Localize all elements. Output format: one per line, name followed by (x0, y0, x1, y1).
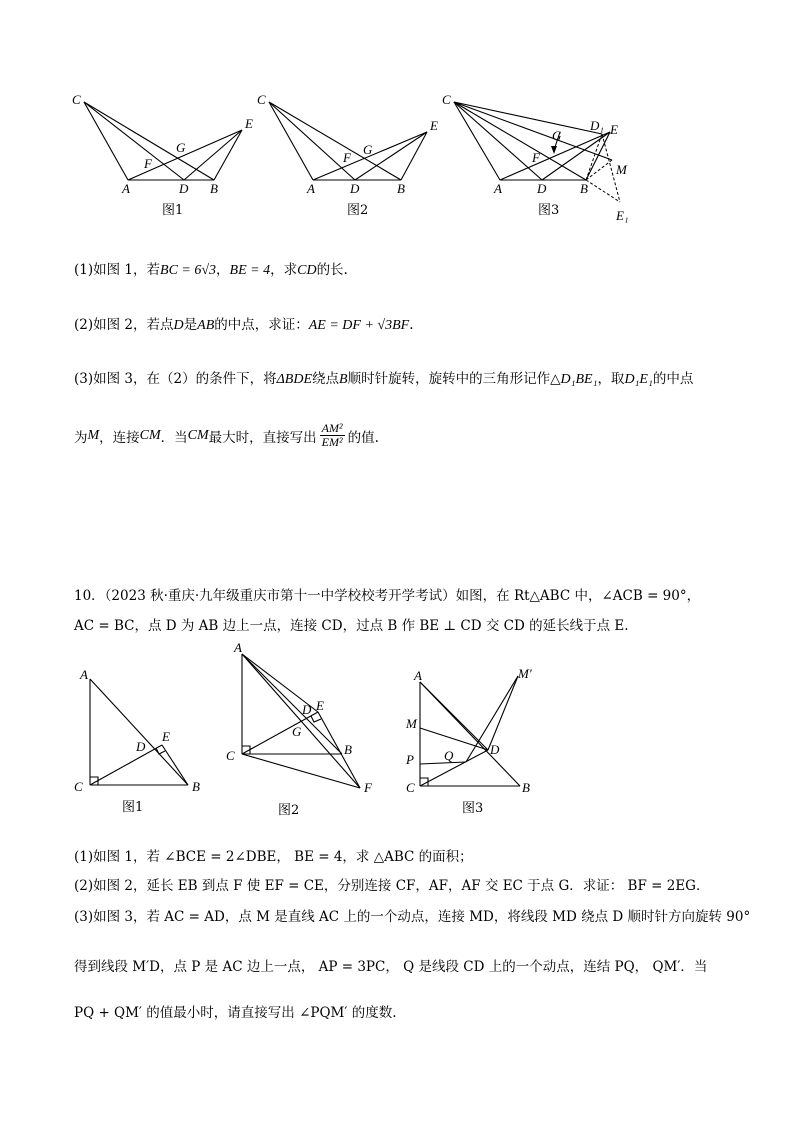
label-E: E (610, 122, 618, 137)
label-F: F (532, 150, 540, 165)
label-D1: D₁ (590, 118, 604, 133)
label-B: B (344, 742, 352, 757)
q9-figure-1 (70, 92, 260, 222)
label-A: A (122, 181, 130, 196)
q10-part-1: (1)如图 1，若 ∠BCE = 2∠DBE， BE = 4，求 △ABC 的面积； (74, 849, 473, 865)
label-D: D (179, 181, 189, 196)
label-Mp: M′ (518, 666, 532, 681)
label-A: A (307, 181, 315, 196)
label-D: D (136, 739, 146, 754)
caption: 图1 (122, 800, 144, 815)
q10-figure-1 (68, 665, 208, 815)
q10-part-3-line-1: (3)如图 3，若 AC = AD，点 M 是直线 AC 上的一个动点，连接 MD，将线段 MD 绕点 D 顺时针方向旋转 90° (74, 909, 751, 925)
q9-part-1: (1)如图 1，若BC = 6√3，BE = 4，求CD的长. (74, 262, 348, 278)
label-Q: Q (444, 748, 454, 763)
label-E: E (316, 698, 324, 713)
label-M: M (616, 162, 627, 177)
fraction: AM² EM² (321, 421, 343, 449)
q9-part-2: (2)如图 2，若点D是AB的中点，求证：AE = DF + √3BF. (74, 317, 414, 333)
q10-figure-3 (404, 664, 554, 814)
q10-figure-2 (222, 640, 382, 820)
q9-part-3-line-1: (3)如图 3，在（2）的条件下，将ΔBDE绕点B顺时针旋转，旋转中的三角形记作△D₁BE₁，取D₁E₁的中点 (74, 371, 694, 387)
q9-figure-2 (255, 92, 445, 222)
caption: 图3 (462, 801, 484, 816)
label-A: A (80, 667, 88, 682)
caption: 图3 (538, 203, 560, 218)
label-E: E (162, 729, 170, 744)
label-G: G (176, 140, 186, 155)
caption: 图2 (347, 203, 369, 218)
label-B: B (522, 780, 530, 795)
label-E: E (245, 116, 253, 131)
label-C: C (257, 92, 266, 107)
label-B: B (210, 181, 218, 196)
q10-part-3-line-3: PQ + QM′ 的值最小时，请直接写出 ∠PQM′ 的度数. (74, 1005, 397, 1021)
label-B: B (397, 181, 405, 196)
q10-part-3-line-2: 得到线段 M′D，点 P 是 AC 边上一点， AP = 3PC， Q 是线段 CD 上的一个动点，连结 PQ， QM′．当 (74, 959, 708, 975)
label-A: A (414, 668, 422, 683)
label-D: D (350, 181, 360, 196)
caption: 图1 (162, 203, 184, 218)
label-G: G (363, 142, 373, 157)
label-A: A (494, 181, 502, 196)
label-D: D (302, 702, 312, 717)
label-D: D (537, 181, 547, 196)
caption: 图2 (278, 803, 300, 818)
q10-header: 10．（2023 秋·重庆·九年级重庆市第十一中学校校考开学考试）如图，在 Rt△ABC 中，∠ACB = 90°， (74, 588, 701, 604)
label-B: B (580, 181, 588, 196)
label-C: C (74, 779, 83, 794)
label-C: C (226, 748, 235, 763)
label-M: M (406, 716, 417, 731)
label-F: F (364, 780, 372, 795)
label-F: F (343, 150, 351, 165)
label-D: D (490, 742, 500, 757)
label-P: P (406, 752, 414, 767)
q9-figure-3 (440, 92, 640, 232)
q9-part-3-line-2: 为 M ，连接 CM ．当 CM 最大时，直接写出 AM² EM² 的值. (74, 421, 379, 449)
label-B: B (192, 779, 200, 794)
q10-line-2: AC = BC，点 D 为 AB 边上一点，连接 CD，过点 B 作 BE ⊥ CD 交 CD 的延长线于点 E. (74, 618, 629, 634)
label-G: G (292, 724, 302, 739)
label-A: A (234, 640, 242, 655)
label-C: C (442, 92, 451, 107)
label-F: F (144, 156, 152, 171)
label-C: C (406, 780, 415, 795)
q10-part-2: (2)如图 2，延长 EB 到点 F 使 EF = CE，分别连接 CF，AF，AF 交 EC 于点 G．求证： BF = 2EG． (74, 878, 710, 894)
label-E1: E₁ (616, 208, 629, 223)
label-G: G (552, 128, 562, 143)
label-C: C (72, 92, 81, 107)
label-E: E (430, 118, 438, 133)
